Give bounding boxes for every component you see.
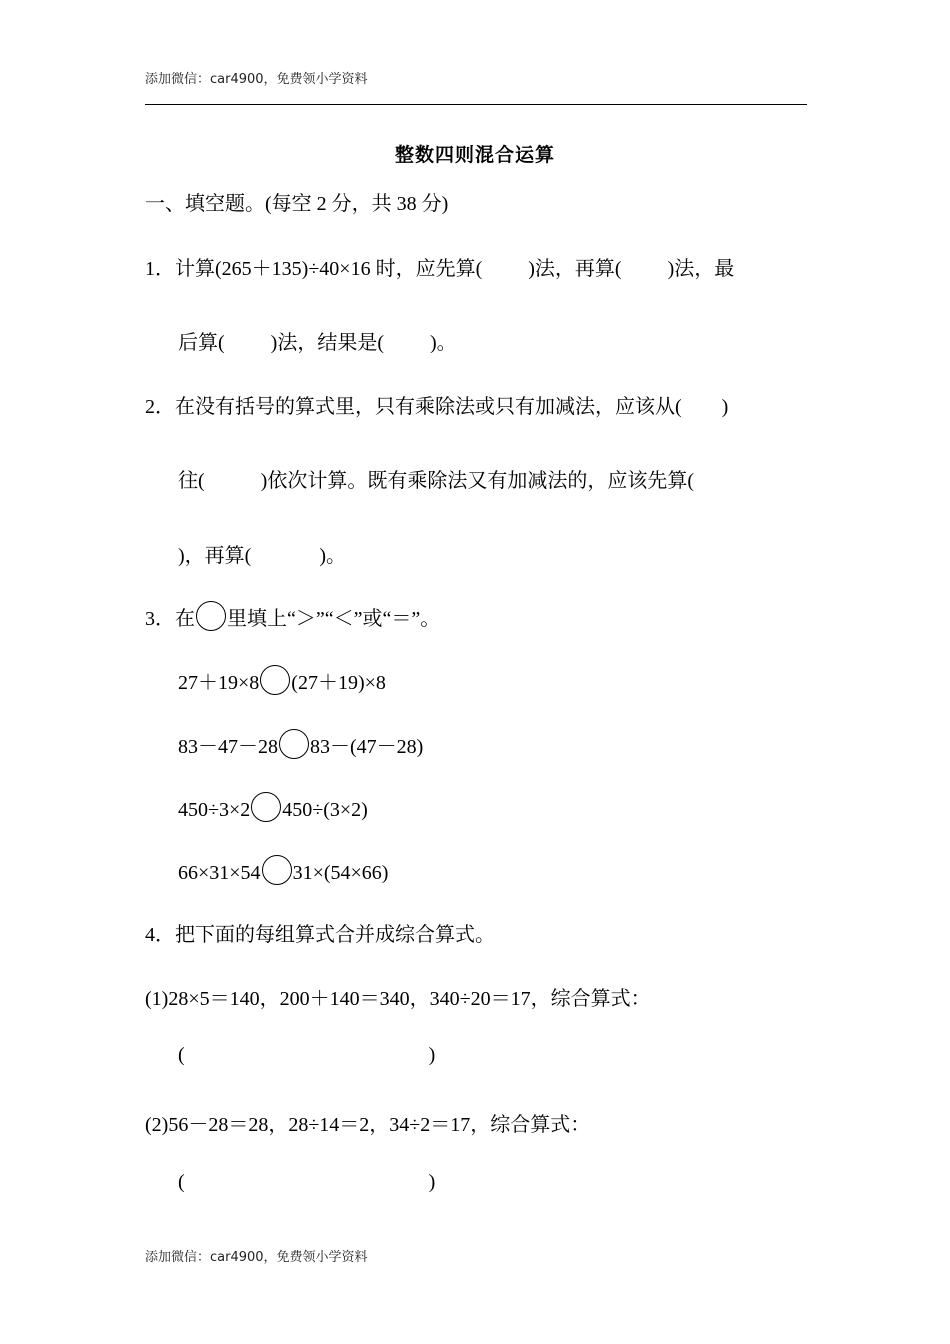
comparison-row xyxy=(178,855,388,885)
q1-text-f: )。 xyxy=(430,332,457,354)
comparison-left: 450÷3×2 xyxy=(178,799,251,821)
comparison-left: 83－47－28 xyxy=(178,736,278,758)
comparison-left: 27＋19×8 xyxy=(178,672,260,694)
answer-close-paren: ) xyxy=(428,1171,436,1193)
q1-text-a: 1．计算(265＋135)÷40×16 时，应先算( xyxy=(145,258,483,280)
comparison-row xyxy=(178,729,423,759)
circle-icon xyxy=(196,601,226,631)
answer-open-paren: ( xyxy=(178,1044,185,1066)
q1-text-c: )法，最 xyxy=(667,258,735,280)
comparison-left: 66×31×54 xyxy=(178,862,261,884)
answer-open-paren: ( xyxy=(178,1171,185,1193)
comparison-right: 31×(54×66) xyxy=(292,862,389,884)
question-2-line-2 xyxy=(178,464,694,493)
question-2-line-3 xyxy=(178,539,346,568)
q2-text-e: )，再算( xyxy=(178,545,252,567)
answer-blank-1[interactable] xyxy=(178,1044,435,1067)
comparison-circle[interactable] xyxy=(260,665,290,695)
q2-text-f: )。 xyxy=(319,545,346,567)
question-1-line-1 xyxy=(145,252,734,281)
comparison-circle[interactable] xyxy=(262,855,292,885)
q2-text-c: 往( xyxy=(178,470,205,492)
question-3-prompt xyxy=(145,601,440,631)
question-2-line-1 xyxy=(145,390,728,419)
header-rule xyxy=(145,104,807,105)
comparison-right: 83－(47－28) xyxy=(310,736,424,758)
q1-text-d: 后算( xyxy=(178,332,225,354)
footer-note: 添加微信：car4900，免费领小学资料 xyxy=(145,1250,368,1265)
answer-blank-2[interactable] xyxy=(178,1171,435,1194)
answer-close-paren: ) xyxy=(428,1044,436,1066)
comparison-row xyxy=(178,665,386,695)
section-heading: 一、填空题。(每空 2 分，共 38 分) xyxy=(145,193,449,215)
comparison-circle[interactable] xyxy=(251,792,281,822)
sub-question-2: (2)56－28＝28，28÷14＝2，34÷2＝17，综合算式： xyxy=(145,1114,591,1136)
q1-text-b: )法，再算( xyxy=(528,258,622,280)
question-4-prompt: 4．把下面的每组算式合并成综合算式。 xyxy=(145,924,495,946)
comparison-right: 450÷(3×2) xyxy=(282,799,368,821)
comparison-right: (27＋19)×8 xyxy=(291,672,386,694)
comparison-row xyxy=(178,792,368,822)
question-1-line-2 xyxy=(178,326,457,355)
q1-text-e: )法，结果是( xyxy=(270,332,384,354)
q2-text-b: ) xyxy=(721,396,729,418)
sub-question-1: (1)28×5＝140，200＋140＝340，340÷20＝17，综合算式： xyxy=(145,988,651,1010)
header-note: 添加微信：car4900，免费领小学资料 xyxy=(145,72,368,87)
q3-text-a: 3．在 xyxy=(145,608,195,630)
q2-text-a: 2．在没有括号的算式里，只有乘除法或只有加减法，应该从( xyxy=(145,396,682,418)
comparison-circle[interactable] xyxy=(279,729,309,759)
q3-text-b: 里填上“＞”“＜”或“＝”。 xyxy=(227,608,441,630)
q2-text-d: )依次计算。既有乘除法又有加减法的，应该先算( xyxy=(260,470,694,492)
page-title: 整数四则混合运算 xyxy=(394,144,555,166)
